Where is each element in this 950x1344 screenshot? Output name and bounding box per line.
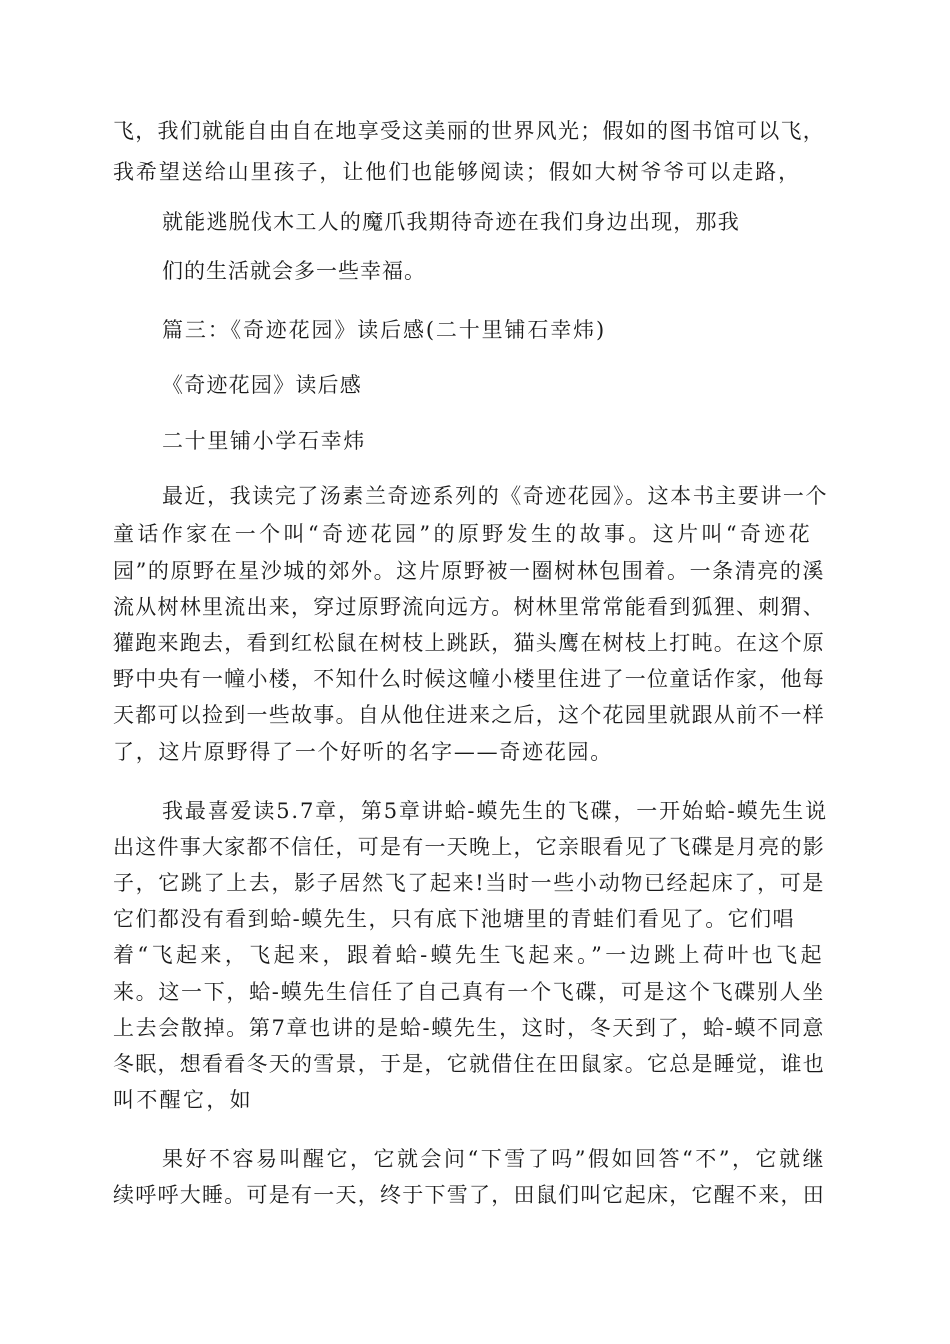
paragraph-line: 出这件事大家都不信任，可是有一天晚上，它亲眼看见了飞碟是月亮的影 (113, 835, 825, 859)
paragraph-line: 来。这一下，蛤-蟆先生信任了自己真有一个飞碟，可是这个飞碟别人坐 (113, 980, 825, 1004)
paragraph-line: 我最喜爱读5.7章，第5章讲蛤-蟆先生的飞碟，一开始蛤-蟆先生说 (162, 799, 828, 823)
paragraph-line: 上去会散掉。第7章也讲的是蛤-蟆先生，这时，冬天到了，蛤-蟆不同意 (113, 1016, 825, 1040)
paragraph-line: 最近，我读完了汤素兰奇迹系列的《奇迹花园》。这本书主要讲一个 (162, 484, 828, 508)
paragraph-line: 叫不醒它，如 (113, 1088, 253, 1112)
paragraph-line: 童话作家在一个叫“奇迹花园”的原野发生的故事。这片叫“奇迹花 (113, 522, 813, 546)
paragraph-line: 它们都没有看到蛤-蟆先生，只有底下池塘里的青蛙们看见了。它们唱 (113, 907, 795, 931)
section-heading: 篇三：《奇迹花园》读后感(二十里铺石幸炜) (162, 318, 606, 342)
paragraph-line: 天都可以捡到一些故事。自从他住进来之后，这个花园里就跟从前不一样 (113, 703, 825, 727)
paragraph-line: 园”的原野在星沙城的郊外。这片原野被一圈树林包围着。一条清亮的溪 (113, 559, 825, 583)
paragraph-line: 了，这片原野得了一个好听的名字——奇迹花园。 (113, 740, 613, 764)
paragraph-line: 流从树林里流出来，穿过原野流向远方。树林里常常能看到狐狸、刺猬、 (113, 595, 825, 619)
paragraph-line: 着“飞起来，飞起来，跟着蛤-蟆先生飞起来。”一边跳上荷叶也飞起 (113, 943, 825, 967)
essay-title: 《奇迹花园》读后感 (162, 373, 362, 397)
paragraph-line: 獾跑来跑去，看到红松鼠在树枝上跳跃，猫头鹰在树枝上打盹。在这个原 (113, 631, 825, 655)
paragraph-line: 野中央有一幢小楼，不知什么时候这幢小楼里住进了一位童话作家，他每 (113, 667, 825, 691)
paragraph-line: 们的生活就会多一些幸福。 (162, 259, 426, 283)
essay-author: 二十里铺小学石幸炜 (162, 429, 366, 453)
paragraph-line: 续呼呼大睡。可是有一天，终于下雪了，田鼠们叫它起床，它醒不来，田 (113, 1183, 825, 1207)
paragraph-line: 飞，我们就能自由自在地享受这美丽的世界风光；假如的图书馆可以飞， (113, 119, 825, 143)
paragraph-line: 就能逃脱伐木工人的魔爪我期待奇迹在我们身边出现，那我 (162, 210, 740, 234)
paragraph-line: 子，它跳了上去，影子居然飞了起来!当时一些小动物已经起床了，可是 (113, 871, 825, 895)
paragraph-line: 冬眠，想看看冬天的雪景，于是，它就借住在田鼠家。它总是睡觉，谁也 (113, 1052, 825, 1076)
paragraph-line: 我希望送给山里孩子，让他们也能够阅读；假如大树爷爷可以走路， (113, 160, 801, 184)
paragraph-line: 果好不容易叫醒它，它就会问“下雪了吗”假如回答“不”，它就继 (162, 1147, 826, 1171)
